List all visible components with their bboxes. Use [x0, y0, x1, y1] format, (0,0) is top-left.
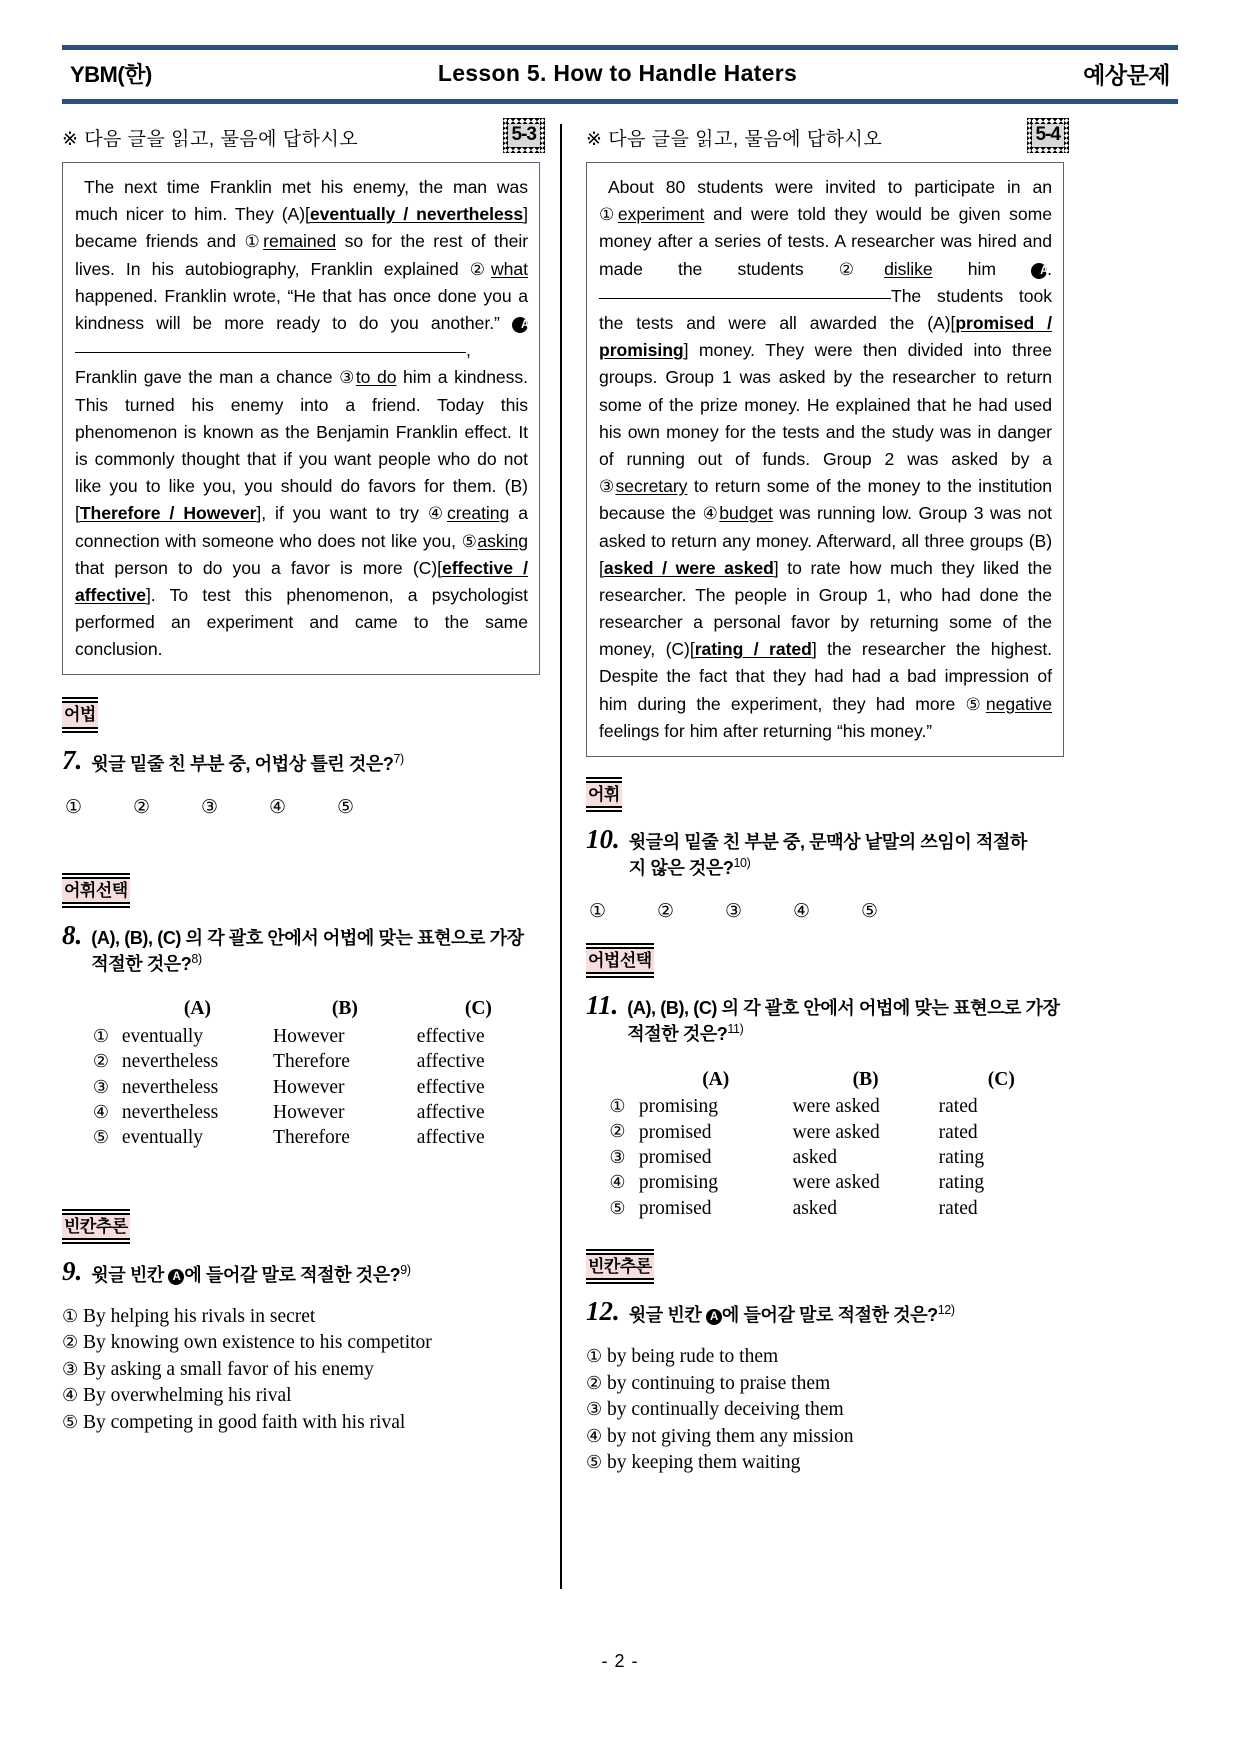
q10-choice-5[interactable]: ⑤	[861, 900, 879, 922]
table-row[interactable]	[84, 1075, 540, 1100]
q9-opt5-num: ⑤	[62, 1411, 79, 1432]
left-passage-text: The next time Franklin met his enemy, the man was much nicer to him. They (A)[eventually / nevertheless] became friends and ①remained so for the rest of their lives. In his autobiography, Franklin explained ②what happened. Franklin wrote, “He that has once done you a kindness will be more ready to do you another.” A, Franklin gave the man a chance ③to do him a kindness. This turned his enemy into a friend. Today this phenomenon is known as the Benjamin Franklin effect. It is commonly thought that if you want people who do not like you to like you, you should do favors for them. (B)[Therefore / However], if you want to try ④creating a connection with someone who does not like you, ⑤asking that person to do you a favor is more (C)[effective / affective]. To test this phenomenon, a psychologist performed an experiment and came to the same conclusion.	[75, 177, 530, 660]
q8-header-b: (B)	[331, 998, 358, 1020]
q11-row2-a: promised	[638, 1121, 712, 1143]
q12-opt1-num: ①	[586, 1346, 603, 1367]
list-item[interactable]	[62, 1357, 540, 1384]
q8-answer-table	[84, 996, 540, 1150]
q7-category-chip: 어법	[62, 701, 98, 728]
right-instruction-row	[586, 124, 1064, 151]
list-item[interactable]	[586, 1371, 1064, 1398]
q12-opt3-num: ③	[586, 1399, 603, 1420]
right-passage-text: About 80 students were invited to participate in an ①experiment and were told they would be given some money after a series of tests. A researcher was hired and made the students ②dislike him A.The students took the tests and were all awarded the (A)[promised / promising] money. They were then divided into three groups. Group 1 was asked by the researcher to return some of the prize money. He explained that he had used his own money for the tests and the study was in danger of running out of funds. Group 2 was asked by a ③secretary to return some of the money to the institution because the ④budget was running low. Group 3 was not asked to return any money. Afterward, all three groups (B)[asked / were asked] to rate how much they liked the researcher. The people in Group 1, who had done the researcher a personal favor by returning some of the money, (C)[rating / rated] the researcher the highest. Despite the fact that they had had a bad impression of him during the experiment, they had more ⑤negative feelings for him after returning “his money.”	[599, 177, 1052, 741]
choice-c-left: effective / affective	[75, 557, 528, 605]
q11-answer-table	[600, 1067, 1064, 1221]
choice-b-right: asked / were asked	[603, 557, 774, 578]
underlined-word-5: asking	[477, 530, 528, 551]
table-row[interactable]	[600, 1120, 1064, 1145]
page-number: - 2 -	[601, 1651, 639, 1671]
underlined-word-5: negative	[985, 693, 1052, 714]
underline-marker-4: ④	[702, 504, 720, 524]
q12-opt2-text: by continuing to praise them	[607, 1372, 831, 1394]
underline-marker-5: ⑤	[965, 694, 986, 714]
underlined-word-3: secretary	[615, 476, 688, 497]
choice-b-left: Therefore / However	[79, 503, 257, 524]
q9-opt5-text: By competing in good faith with his rival	[83, 1411, 406, 1433]
question-8	[62, 921, 540, 977]
q8-chip-wrap	[62, 877, 540, 904]
q9-opt1-text: By helping his rivals in secret	[83, 1305, 316, 1327]
q8-row5-num: ⑤	[92, 1127, 109, 1148]
underlined-word-2: dislike	[884, 258, 933, 279]
badge-zigzag-right-icon	[1064, 118, 1069, 153]
header-rule-bottom	[62, 99, 1178, 104]
q7-choice-4[interactable]: ④	[269, 796, 287, 818]
q7-choice-3[interactable]: ③	[201, 796, 219, 818]
q8-row4-c: affective	[416, 1102, 485, 1124]
right-passage-badge	[1032, 124, 1064, 147]
q11-row1-b: were asked	[792, 1096, 880, 1118]
q10-chip-wrap	[586, 781, 1064, 808]
list-item[interactable]	[62, 1304, 540, 1331]
q11-table-header-row	[600, 1067, 1064, 1094]
left-passage-box	[62, 162, 540, 675]
q11-header-c: (C)	[987, 1068, 1015, 1090]
table-row[interactable]	[600, 1145, 1064, 1170]
exam-type-label: 예상문제	[1083, 62, 1170, 88]
q9-opt3-num: ③	[62, 1358, 79, 1379]
q7-number: 7.	[62, 744, 83, 775]
table-row[interactable]	[600, 1170, 1064, 1195]
q9-prompt: 윗글 빈칸 A 에 들어갈 말로 적절한 것은?$^{9)}$	[91, 1263, 411, 1286]
q10-choice-1[interactable]: ①	[589, 900, 607, 922]
q11-row5-a: promised	[638, 1197, 712, 1219]
q12-footnote: 12)	[937, 1303, 955, 1318]
badge-zigzag-left-icon	[503, 118, 508, 153]
q8-row1-a: eventually	[121, 1025, 204, 1047]
q9-opt3-text: By asking a small favor of his enemy	[83, 1358, 374, 1380]
q11-prompt: (A), (B), (C) 의 각 괄호 안에서 어법에 맞는 표현으로 가장 적절한 것은?$^{11)}$	[627, 998, 1060, 1044]
page-footer	[0, 1651, 1240, 1672]
q12-chip-wrap	[586, 1253, 1064, 1280]
q11-row4-num: ④	[609, 1172, 626, 1193]
list-item[interactable]	[62, 1383, 540, 1410]
q11-row5-num: ⑤	[609, 1197, 626, 1218]
column-divider	[560, 124, 562, 1589]
q9-opt4-text: By overwhelming his rival	[83, 1385, 292, 1407]
table-row[interactable]	[84, 1049, 540, 1074]
list-item[interactable]	[586, 1424, 1064, 1451]
underlined-word-1: experiment	[617, 204, 705, 225]
q7-chip-wrap	[62, 701, 540, 728]
q8-header-a: (A)	[183, 998, 211, 1020]
q12-opt5-num: ⑤	[586, 1452, 603, 1473]
answer-blank-line-left-2	[310, 352, 466, 353]
q8-table-header-row	[84, 996, 540, 1023]
q8-row1-b: However	[273, 1025, 345, 1047]
q11-chip-wrap	[586, 947, 1064, 974]
page-title: Lesson 5. How to Handle Haters	[437, 60, 798, 86]
right-column	[564, 124, 1064, 1604]
q11-row1-num: ①	[609, 1096, 626, 1117]
underline-marker-2: ②	[469, 259, 492, 279]
q12-prompt: 윗글 빈칸 A 에 들어갈 말로 적절한 것은?$^{12)}$	[628, 1303, 955, 1326]
question-7	[62, 746, 540, 777]
publisher-label: YBM(한)	[70, 62, 152, 87]
badge-zigzag-right-icon	[540, 118, 545, 153]
q7-choice-1[interactable]: ①	[65, 796, 83, 818]
q7-footnote: 7)	[393, 751, 404, 766]
q9-opt4-num: ④	[62, 1385, 79, 1406]
q8-row4-num: ④	[92, 1101, 109, 1122]
underlined-word-2: what	[491, 258, 528, 279]
right-passage-box	[586, 162, 1064, 757]
q12-opt5-text: by keeping them waiting	[607, 1452, 801, 1474]
q11-row3-c: rating	[938, 1146, 985, 1168]
two-column-body	[62, 124, 1178, 1604]
q11-row3-num: ③	[609, 1146, 626, 1167]
underline-marker-5: ⑤	[461, 531, 478, 551]
q12-opt1-text: by being rude to them	[607, 1346, 779, 1368]
underline-marker-1: ①	[599, 205, 618, 225]
q11-row3-b: asked	[792, 1146, 837, 1168]
q9-blank-marker-icon: A	[168, 1269, 184, 1285]
q7-choice-5[interactable]: ⑤	[337, 796, 355, 818]
q10-category-chip: 어휘	[586, 781, 622, 808]
q12-options	[586, 1344, 1064, 1477]
list-item[interactable]	[586, 1397, 1064, 1424]
underline-marker-3: ③	[599, 477, 616, 497]
answer-blank-line-right	[599, 298, 891, 299]
q12-category-chip: 빈칸추론	[586, 1253, 654, 1280]
right-badge-label: 5-4	[1035, 124, 1060, 145]
q9-footnote: 9)	[400, 1263, 411, 1278]
q11-row4-a: promising	[638, 1172, 718, 1194]
list-item[interactable]	[586, 1450, 1064, 1477]
q9-number: 9.	[62, 1256, 83, 1287]
underline-marker-2: ②	[838, 259, 885, 279]
q12-opt3-text: by continually deceiving them	[607, 1399, 844, 1421]
q11-row2-num: ②	[609, 1121, 626, 1142]
q8-header-c: (C)	[464, 998, 492, 1020]
q8-row4-a: nevertheless	[121, 1102, 219, 1124]
q12-opt4-num: ④	[586, 1425, 603, 1446]
page-header	[62, 50, 1178, 99]
underline-marker-3: ③	[339, 368, 356, 388]
q8-row2-c: affective	[416, 1051, 485, 1073]
q12-opt4-text: by not giving them any mission	[607, 1425, 854, 1447]
q11-row1-c: rated	[938, 1096, 978, 1118]
badge-zigzag-left-icon	[1027, 118, 1032, 153]
q11-row1-a: promising	[638, 1096, 718, 1118]
q8-row3-num: ③	[92, 1076, 109, 1097]
table-row[interactable]	[84, 1125, 540, 1150]
q9-opt1-num: ①	[62, 1305, 79, 1326]
q11-footnote: 11)	[727, 1021, 744, 1036]
q8-footnote: 8)	[191, 951, 202, 966]
q9-category-chip: 빈칸추론	[62, 1213, 130, 1240]
underlined-word-3: to do	[355, 367, 397, 388]
q9-chip-wrap	[62, 1213, 540, 1240]
q11-header-a: (A)	[702, 1068, 730, 1090]
question-12	[586, 1297, 1064, 1328]
q9-opt2-num: ②	[62, 1332, 79, 1353]
q8-row1-num: ①	[92, 1025, 109, 1046]
underlined-word-1: remained	[263, 231, 337, 252]
q12-blank-marker-icon: A	[706, 1309, 722, 1325]
choice-a-left: eventually / nevertheless	[309, 204, 524, 225]
q11-category-chip: 어법선택	[586, 947, 654, 974]
q10-number: 10.	[586, 824, 620, 855]
q11-row3-a: promised	[638, 1146, 712, 1168]
q7-choices	[62, 796, 540, 819]
list-item[interactable]	[62, 1410, 540, 1437]
left-passage-badge	[508, 124, 540, 147]
blank-marker-a-left: A	[512, 317, 528, 333]
choice-c-right: rating / rated	[694, 639, 812, 660]
q8-row2-num: ②	[92, 1051, 109, 1072]
q10-footnote: 10)	[733, 856, 751, 871]
answer-blank-line-left-1	[75, 352, 310, 353]
q8-row3-c: effective	[416, 1076, 485, 1098]
q11-row4-c: rating	[938, 1172, 985, 1194]
underline-marker-1: ①	[244, 232, 264, 252]
q10-choices	[586, 900, 1064, 923]
right-instruction-text: ※ 다음 글을 읽고, 물음에 답하시오	[586, 129, 883, 150]
blank-marker-a-right: A	[1031, 263, 1047, 279]
question-9	[62, 1257, 540, 1288]
q8-row5-c: affective	[416, 1127, 485, 1149]
q8-row5-a: eventually	[121, 1127, 204, 1149]
list-item[interactable]	[62, 1330, 540, 1357]
q10-choice-3[interactable]: ③	[725, 900, 743, 922]
q8-number: 8.	[62, 919, 83, 950]
q12-opt2-num: ②	[586, 1372, 603, 1393]
q8-category-chip: 어휘선택	[62, 877, 130, 904]
list-item[interactable]	[586, 1344, 1064, 1371]
q8-prompt: (A), (B), (C) 의 각 괄호 안에서 어법에 맞는 표현으로 가장 적절한 것은?$^{8)}$	[91, 927, 524, 974]
table-row[interactable]	[84, 1100, 540, 1125]
question-10	[586, 825, 1064, 881]
table-row[interactable]	[600, 1094, 1064, 1119]
q8-row4-b: However	[273, 1102, 345, 1124]
q7-choice-2[interactable]: ②	[133, 796, 151, 818]
q11-row5-c: rated	[938, 1197, 978, 1219]
underlined-word-4: creating	[447, 503, 510, 524]
q11-row5-b: asked	[792, 1197, 837, 1219]
choice-a-right: promised / promising	[599, 313, 1052, 361]
q11-row4-b: were asked	[792, 1172, 880, 1194]
q11-number: 11.	[586, 990, 619, 1021]
left-column	[62, 124, 558, 1604]
left-instruction-row	[62, 124, 540, 151]
q9-options	[62, 1304, 540, 1437]
q8-row2-b: Therefore	[273, 1051, 350, 1073]
q8-row5-b: Therefore	[273, 1127, 350, 1149]
table-row[interactable]	[84, 1024, 540, 1049]
q10-choice-2[interactable]: ②	[657, 900, 675, 922]
q8-row2-a: nevertheless	[121, 1051, 219, 1073]
q8-row3-a: nevertheless	[121, 1076, 219, 1098]
underline-marker-4: ④	[427, 504, 448, 524]
q9-opt2-text: By knowing own existence to his competitor	[83, 1332, 432, 1354]
left-badge-label: 5-3	[511, 124, 536, 145]
table-row[interactable]	[600, 1196, 1064, 1221]
q10-prompt: 윗글의 밑줄 친 부분 중, 문맥상 낱말의 쓰임이 적절하지 않은 것은?$^{10)}$	[628, 832, 1027, 879]
q12-number: 12.	[586, 1296, 620, 1327]
q8-row1-c: effective	[416, 1025, 485, 1047]
q10-choice-4[interactable]: ④	[793, 900, 811, 922]
underlined-word-4: budget	[719, 503, 773, 524]
left-instruction-text: ※ 다음 글을 읽고, 물음에 답하시오	[62, 129, 359, 150]
q7-prompt: 윗글 밑줄 친 부분 중, 어법상 틀린 것은?$^{7)}$	[91, 751, 404, 774]
q11-row2-b: were asked	[792, 1121, 880, 1143]
q11-header-b: (B)	[852, 1068, 879, 1090]
question-11	[586, 991, 1064, 1047]
q8-row3-b: However	[273, 1076, 345, 1098]
q11-row2-c: rated	[938, 1121, 978, 1143]
